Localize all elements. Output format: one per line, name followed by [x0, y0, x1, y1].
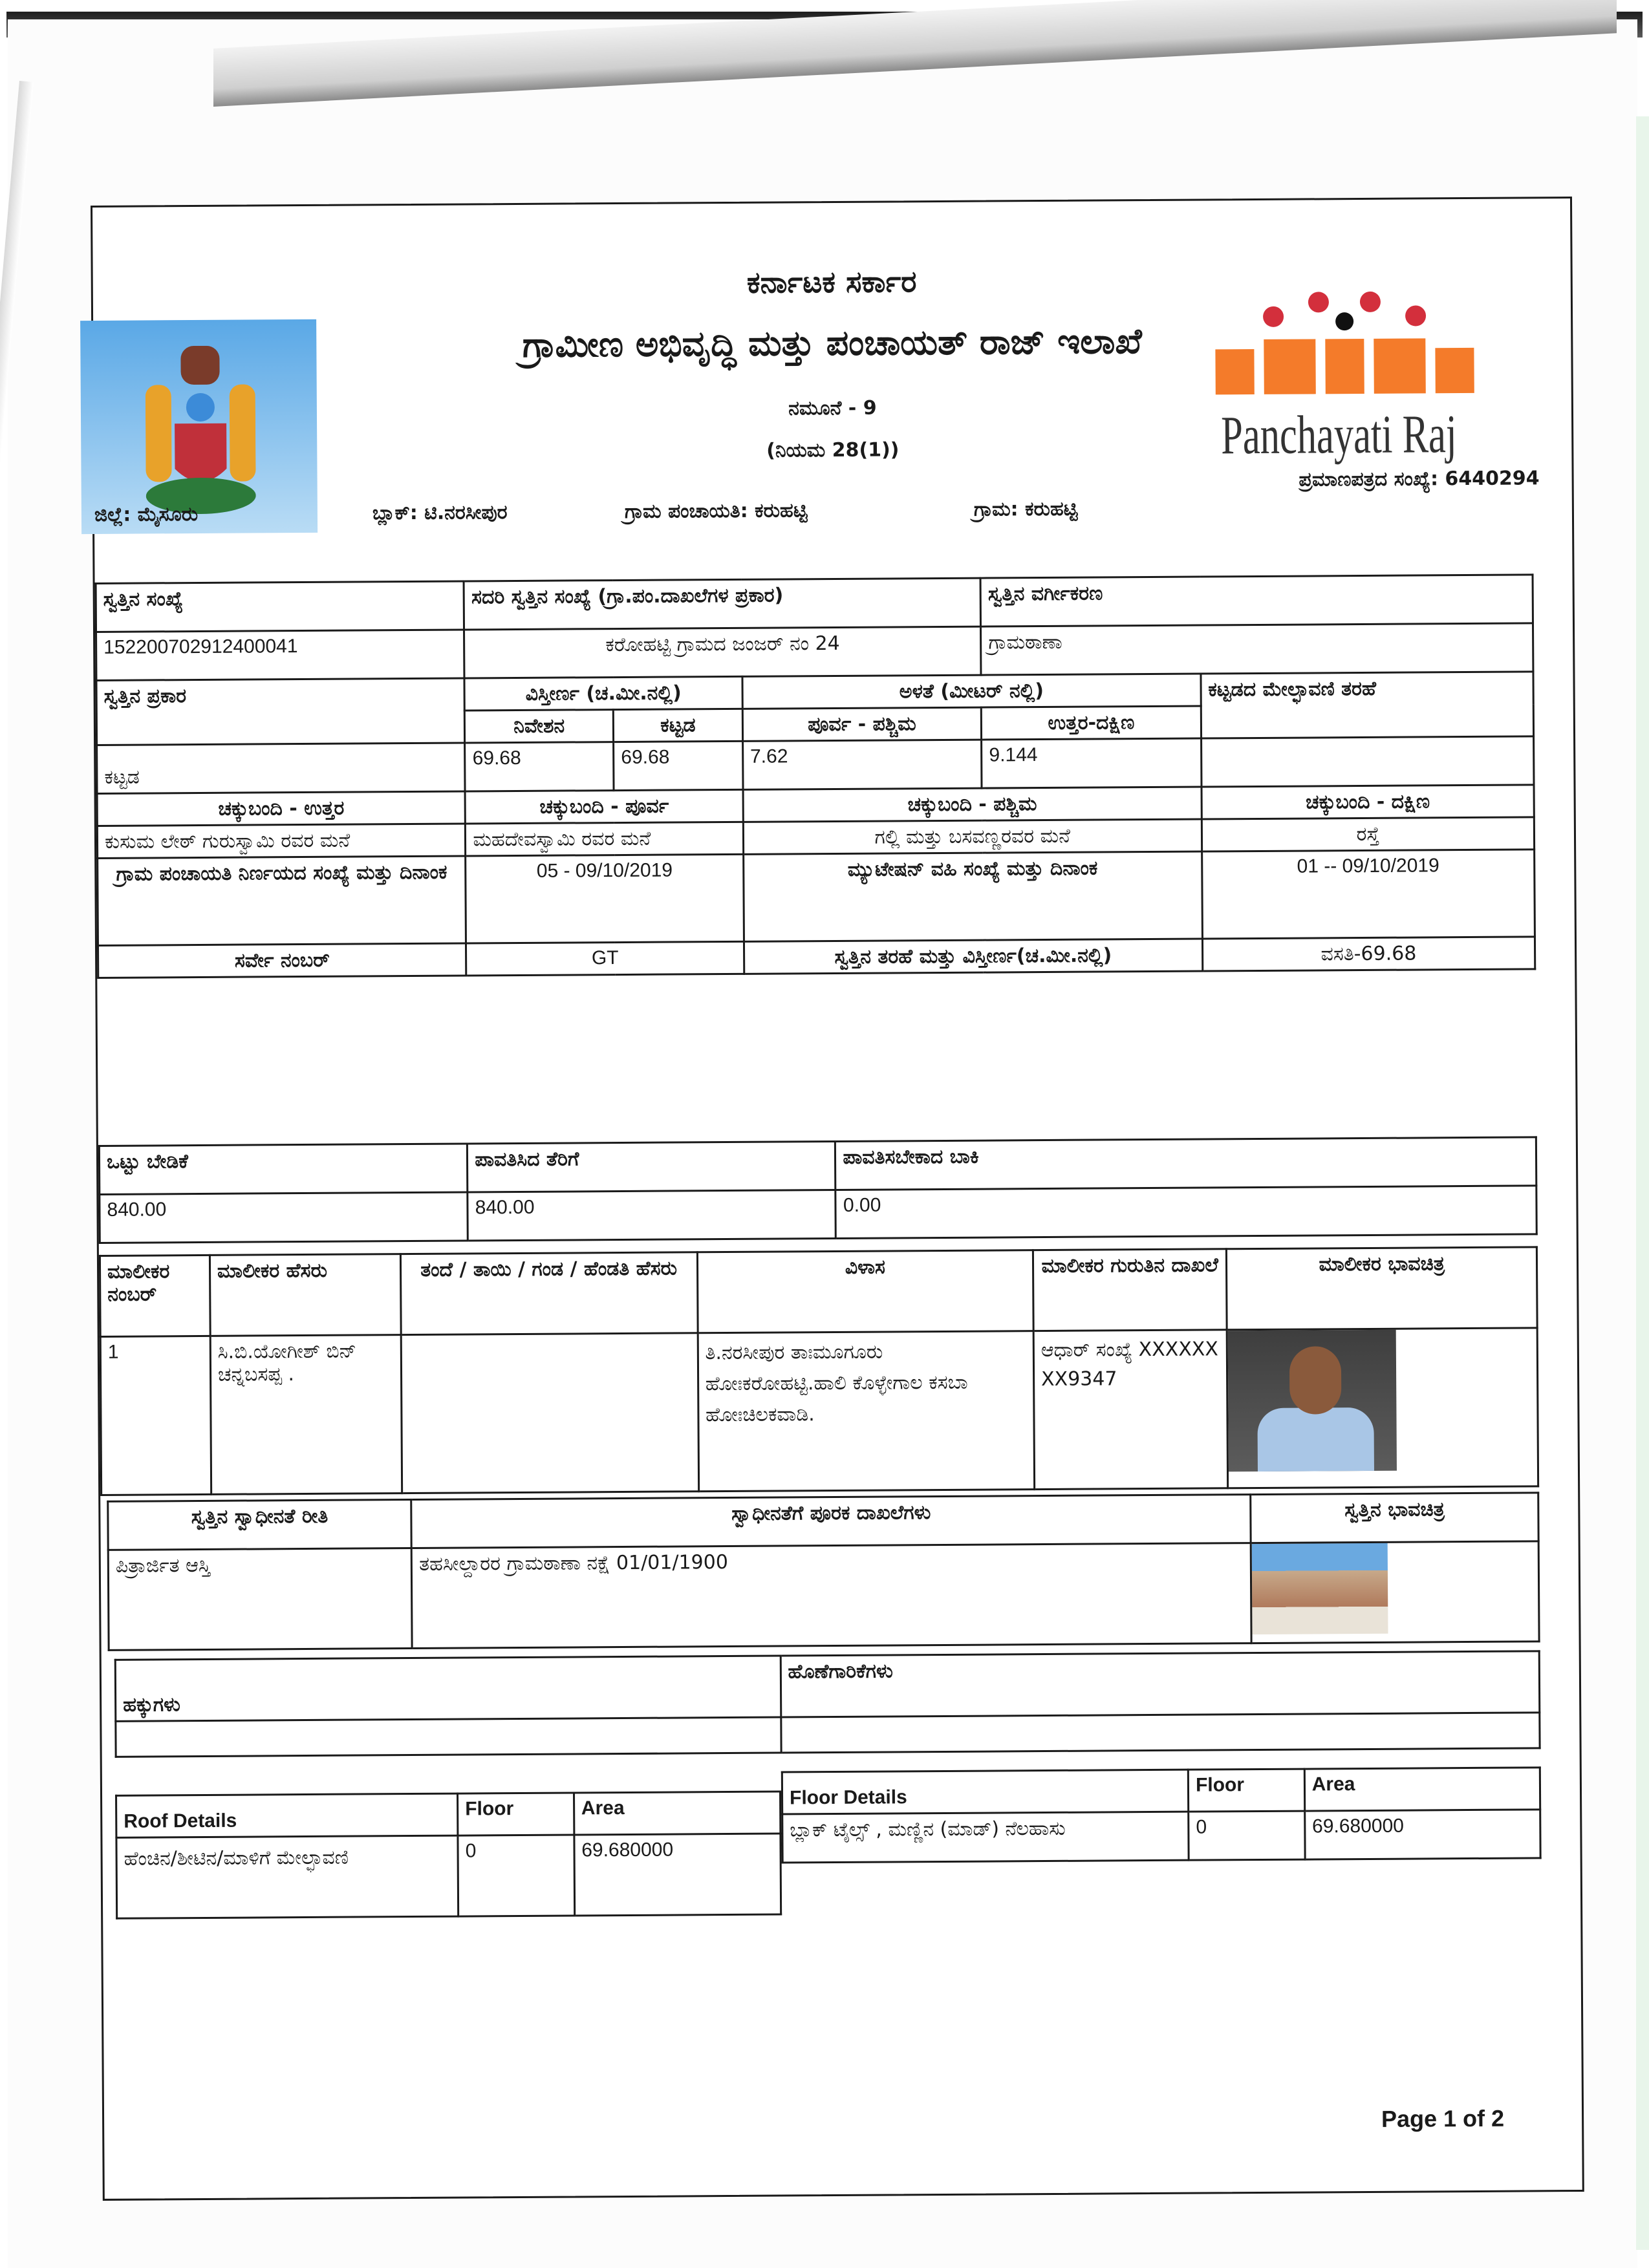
property-photo — [1252, 1543, 1388, 1634]
property-details-table — [95, 573, 1536, 979]
village: ಗ್ರಾಮ: ಕರುಹಟ್ಟಿ — [973, 497, 1078, 521]
mutation-value: 01 -- 09/10/2019 — [1202, 850, 1535, 939]
logo-text: Panchayati Raj — [1220, 404, 1457, 466]
total-demand-label: ಒಟ್ಟು ಬೇಡಿಕೆ — [99, 1144, 468, 1194]
roof-type: ಹೆಂಚಿನ/ಶೀಟಿನ/ಮಾಳಿಗೆ ಮೇಲ್ಛಾವಣಿ — [116, 1835, 458, 1918]
boundary-east-value: ಮಹದೇವಸ್ವಾಮಿ ರವರ ಮನೆ — [466, 822, 744, 856]
owner-relation — [401, 1333, 699, 1493]
north-south-value: 9.144 — [982, 738, 1202, 788]
ownership-docs-value: ತಹಸೀಲ್ದಾರರ ಗ್ರಾಮಠಾಣಾ ನಕ್ಷೆ 01/01/1900 — [412, 1543, 1252, 1649]
ownership-mode-value: ಪಿತ್ರಾರ್ಜಿತ ಆಸ್ತಿ — [108, 1548, 412, 1651]
floor-row — [782, 1810, 1540, 1863]
rights-table — [114, 1650, 1541, 1757]
owner-name: ಸಿ.ಬಿ.ಯೋಗೀಶ್ ಬಿನ್ ಚನ್ನಬಸಪ್ಪ . — [210, 1335, 402, 1495]
old-property-id-label: ಸದರಿ ಸ್ವತ್ತಿನ ಸಂಖ್ಯೆ (ಗ್ರಾ.ಪಂ.ದಾಖಲೆಗಳ ಪ್ರಕಾರ) — [464, 578, 980, 630]
owner-address-header: ವಿಳಾಸ — [697, 1250, 1033, 1333]
floor-type: ಬ್ಲಾಕ್ ಟೈಲ್ಸ್ , ಮಣ್ಣಿನ (ಮಾಡ್) ನೆಲಹಾಸು — [782, 1812, 1189, 1863]
form-number: ನಮೂನೆ - 9 — [788, 396, 877, 420]
roof-area-header: Area — [574, 1792, 781, 1835]
building-area-value: 69.68 — [614, 741, 743, 790]
survey-number-label: ಸರ್ವೇ ನಂಬರ್ — [98, 943, 466, 978]
gp-resolution-label: ಗ್ರಾಮ ಪಂಚಾಯತಿ ನಿರ್ಣಯದ ಸಂಖ್ಯೆ ಮತ್ತು ದಿನಾಂಕ — [98, 856, 466, 945]
page-number: Page 1 of 2 — [1381, 2104, 1505, 2132]
boundary-south-value: ರಸ್ತೆ — [1202, 817, 1535, 851]
survey-number-value: GT — [466, 941, 744, 976]
floor-details-table — [781, 1766, 1542, 1863]
owner-number: 1 — [100, 1336, 211, 1495]
district: ಜಿಲ್ಲೆ: ಮೈಸೂರು — [94, 502, 199, 526]
north-south-label: ಉತ್ತರ-ದಕ್ಷಿಣ — [982, 706, 1202, 740]
site-area-label: ನಿವೇಶನ — [465, 710, 614, 743]
floor-floor: 0 — [1189, 1811, 1305, 1860]
certificate-number: ಪ್ರಮಾಣಪತ್ರದ ಸಂಖ್ಯೆ: 6440294 — [1299, 467, 1540, 491]
owner-address: ತಿ.ನರಸೀಪುರ ತಾಃಮೂಗೂರು ಹೋಃಕರೋಹಟ್ಟಿ.ಹಾಲಿ ಕೊಳ್ಳೇಗಾಲ ಕಸಬಾ ಹೋಃಚಿಲಕವಾಡಿ. — [698, 1331, 1035, 1492]
roof-floor: 0 — [458, 1835, 574, 1916]
government-title: ಕರ್ನಾಟಕ ಸರ್ಕಾರ — [746, 264, 917, 300]
floor-floor-header: Floor — [1188, 1769, 1304, 1812]
liabilities-value — [781, 1713, 1540, 1753]
boundary-north-value: ಕುಸುಮ ಲೇಠ್ ಗುರುಸ್ವಾಮಿ ರವರ ಮನೆ — [97, 824, 466, 858]
roof-floor-header: Floor — [458, 1793, 574, 1835]
floor-area: 69.680000 — [1304, 1810, 1540, 1859]
usage-label: ಸ್ವತ್ತಿನ ತರಹೆ ಮತ್ತು ವಿಸ್ತೀರ್ಣ(ಚ.ಮೀ.ನಲ್ಲಿ) — [744, 939, 1202, 974]
boundary-west-label: ಚಕ್ಕುಬಂದಿ - ಪಶ್ಚಿಮ — [743, 787, 1202, 822]
tax-paid-value: 840.00 — [468, 1190, 836, 1240]
site-area-value: 69.68 — [465, 742, 614, 791]
tax-paid-label: ಪಾವತಿಸಿದ ತೆರಿಗೆ — [468, 1141, 836, 1192]
classification-value: ಗ್ರಾಮಠಾಣಾ — [981, 623, 1533, 675]
usage-value: ವಸತಿ-69.68 — [1202, 937, 1535, 971]
floor-area-header: Area — [1304, 1768, 1540, 1811]
roof-row — [116, 1834, 781, 1918]
liabilities-label: ಹೊಣೆಗಾರಿಕೆಗಳು — [781, 1651, 1540, 1717]
owner-id-document: ಆಧಾರ್ ಸಂಖ್ಯೆ XXXXXXXX9347 — [1033, 1330, 1228, 1490]
paper-edge-tint — [1636, 116, 1649, 2250]
rights-value — [116, 1717, 781, 1757]
owners-table — [99, 1246, 1539, 1496]
east-west-value: 7.62 — [742, 740, 982, 789]
owner-id-header: ಮಾಲೀಕರ ಗುರುತಿನ ದಾಖಲೆ — [1033, 1249, 1227, 1331]
owner-photo — [1228, 1330, 1397, 1472]
gp-resolution-value: 05 - 09/10/2019 — [466, 854, 744, 943]
owner-name-header: ಮಾಲೀಕರ ಹೆಸರು — [210, 1254, 400, 1336]
gram-panchayat: ಗ್ರಾಮ ಪಂಚಾಯತಿ: ಕರುಹಟ್ಟಿ — [624, 499, 808, 523]
ownership-docs-label: ಸ್ವಾಧೀನತೆಗೆ ಪೂರಕ ದಾಖಲೆಗಳು — [411, 1495, 1251, 1548]
owner-row — [100, 1328, 1538, 1495]
rule-number: (ನಿಯಮ 28(1)) — [766, 438, 900, 462]
form-9-certificate — [91, 197, 1584, 2201]
property-photo-label: ಸ್ವತ್ತಿನ ಭಾವಚಿತ್ರ — [1251, 1493, 1538, 1543]
building-area-label: ಕಟ್ಟಡ — [613, 709, 742, 742]
owner-photo-header: ಮಾಲೀಕರ ಭಾವಚಿತ್ರ — [1227, 1247, 1537, 1330]
dimension-label: ಅಳತೆ (ಮೀಟರ್ ನಲ್ಲಿ) — [742, 674, 1201, 709]
balance-label: ಪಾವತಿಸಬೇಕಾದ ಬಾಕಿ — [835, 1137, 1536, 1190]
property-id-value: 152200702912400041 — [96, 630, 465, 680]
ownership-mode-label: ಸ್ವತ್ತಿನ ಸ್ವಾಧೀನತೆ ರೀತಿ — [108, 1500, 412, 1550]
roof-type-label: ಕಟ್ಟಡದ ಮೇಲ್ಛಾವಣಿ ತರಹೆ — [1201, 672, 1534, 738]
mutation-label: ಮ್ಯುಟೇಷನ್ ವಹಿ ಸಂಖ್ಯೆ ಮತ್ತು ದಿನಾಂಕ — [743, 851, 1202, 941]
rights-label: ಹಕ್ಕುಗಳು — [115, 1656, 781, 1721]
block: ಬ್ಲಾಕ್: ಟಿ.ನರಸೀಪುರ — [372, 501, 508, 525]
boundary-west-value: ಗಲ್ಲಿ ಮತ್ತು ಬಸವಣ್ಣರವರ ಮನೆ — [743, 819, 1202, 854]
area-label: ವಿಸ್ತೀರ್ಣ (ಚ.ಮೀ.ನಲ್ಲಿ) — [464, 676, 742, 711]
old-property-id-value: ಕರೋಹಟ್ಟಿ ಗ್ರಾಮದ ಜಂಜರ್ ನಂ 24 — [464, 626, 981, 678]
boundary-north-label: ಚಕ್ಕುಬಂದಿ - ಉತ್ತರ — [97, 791, 466, 826]
property-photo-cell — [1251, 1541, 1540, 1643]
property-type-label: ಸ್ವತ್ತಿನ ಪ್ರಕಾರ — [96, 678, 465, 745]
property-type-value: ಕಟ್ಟಡ — [97, 743, 466, 793]
roof-details-table — [115, 1791, 782, 1920]
boundary-east-label: ಚಕ್ಕುಬಂದಿ - ಪೂರ್ವ — [465, 789, 743, 824]
classification-label: ಸ್ವತ್ತಿನ ವರ್ಗೀಕರಣ — [980, 575, 1533, 626]
owner-number-header: ಮಾಲೀಕರ ನಂಬರ್ — [100, 1255, 210, 1336]
ownership-table — [107, 1492, 1540, 1651]
tax-table — [98, 1136, 1538, 1244]
roof-area: 69.680000 — [574, 1834, 781, 1916]
property-id-label: ಸ್ವತ್ತಿನ ಸಂಖ್ಯೆ — [96, 581, 464, 632]
east-west-label: ಪೂರ್ವ - ಪಶ್ಚಿಮ — [742, 707, 982, 741]
roof-type-value — [1201, 736, 1534, 787]
boundary-south-label: ಚಕ್ಕುಬಂದಿ - ದಕ್ಷಿಣ — [1202, 785, 1535, 819]
owner-relation-header: ತಂದೆ / ತಾಯಿ / ಗಂಡ / ಹೆಂಡತಿ ಹೆಸರು — [400, 1252, 698, 1335]
department-title: ಗ್ರಾಮೀಣ ಅಭಿವೃದ್ಧಿ ಮತ್ತು ಪಂಚಾಯತ್ ರಾಜ್ ಇಲಾಖೆ — [522, 321, 1142, 365]
total-demand-value: 840.00 — [100, 1192, 468, 1243]
balance-value: 0.00 — [835, 1186, 1536, 1239]
floor-details-header: Floor Details — [782, 1770, 1188, 1814]
owner-photo-cell — [1227, 1328, 1538, 1488]
roof-details-header: Roof Details — [116, 1793, 458, 1837]
